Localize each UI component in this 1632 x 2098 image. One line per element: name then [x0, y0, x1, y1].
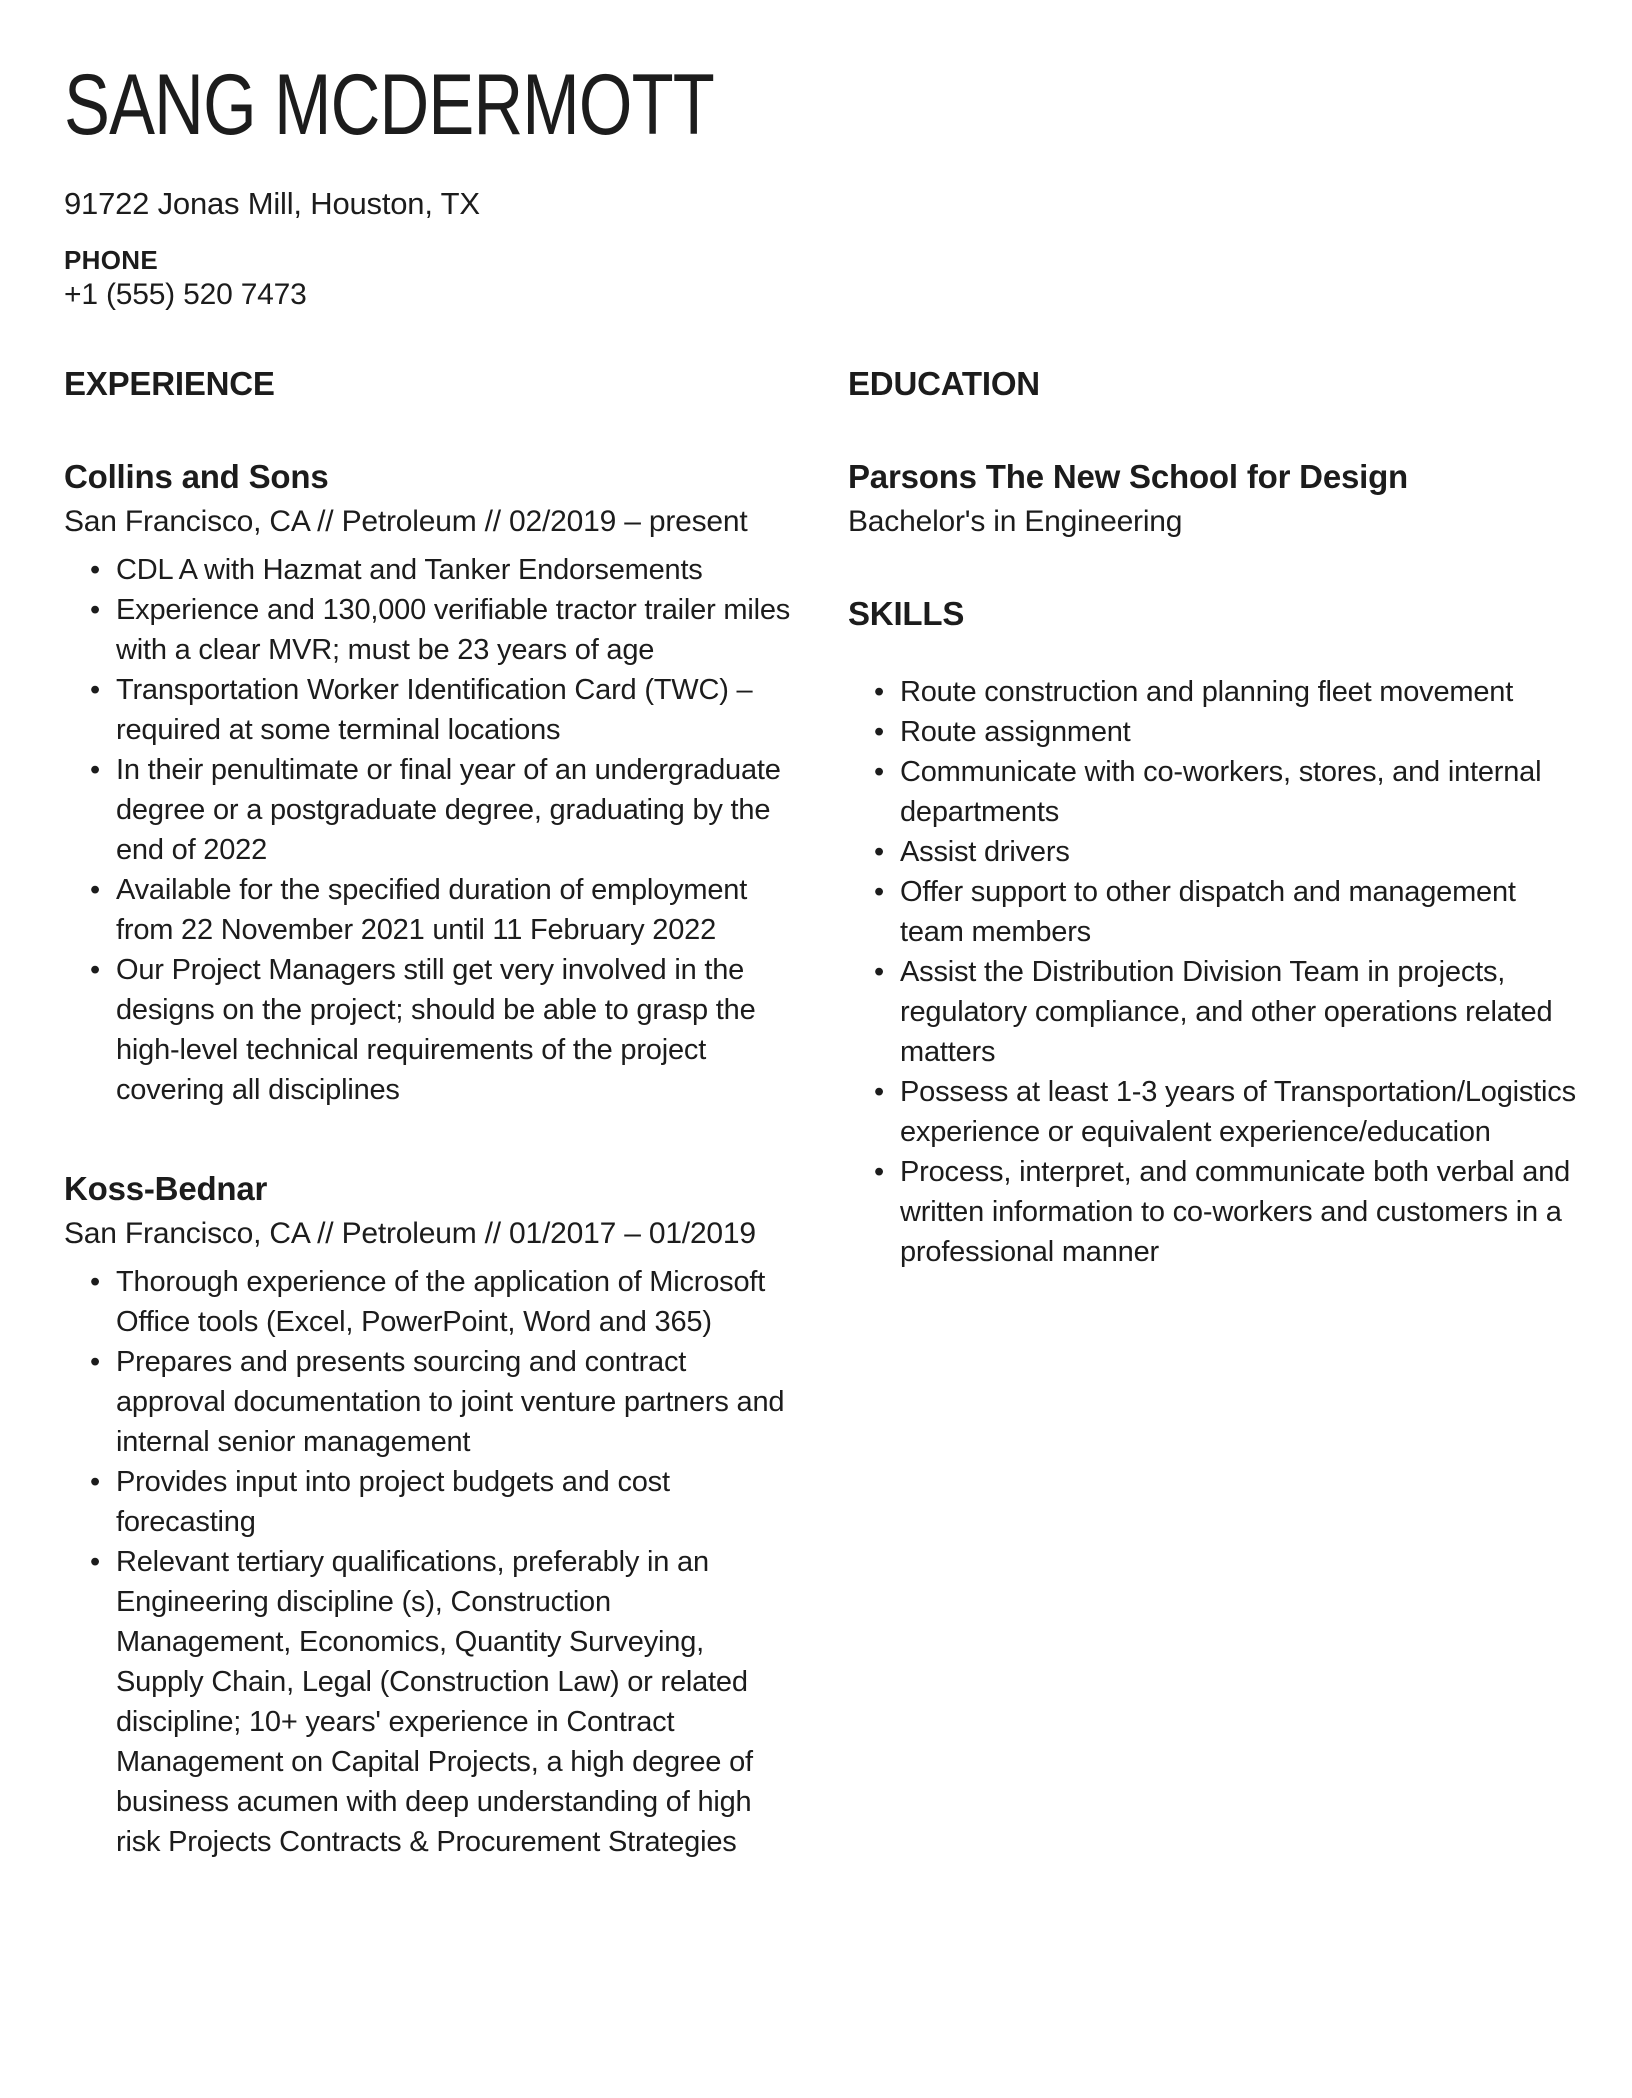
bullet-item: • CDL A with Hazmat and Tanker Endorsements: [64, 550, 792, 590]
job-meta: San Francisco, CA // Petroleum // 01/2017 – 01/2019: [64, 1217, 756, 1251]
bullet-item: • Transportation Worker Identification Card (TWC) – required at some terminal locations: [64, 670, 792, 750]
job-bullet-list: [64, 550, 792, 1110]
bullet-item: • Experience and 130,000 verifiable tractor trailer miles with a clear MVR; must be 23 years of age: [64, 590, 792, 670]
skills-section-title: SKILLS: [848, 595, 965, 633]
job-bullet-list: [64, 1262, 792, 1862]
bullet-item: • Provides input into project budgets and cost forecasting: [64, 1462, 792, 1542]
two-column-body: [64, 364, 1576, 1862]
skill-item: • Assist drivers: [848, 832, 1576, 872]
skill-item: • Assist the Distribution Division Team in projects, regulatory compliance, and other operations related matters: [848, 952, 1576, 1072]
school-name: Parsons The New School for Design: [848, 458, 1409, 496]
skill-item: • Route construction and planning fleet movement: [848, 672, 1576, 712]
skill-item: • Route assignment: [848, 712, 1576, 752]
bullet-item: • Available for the specified duration of employment from 22 November 2021 until 11 February 2022: [64, 870, 792, 950]
candidate-address: 91722 Jonas Mill, Houston, TX: [64, 186, 480, 222]
bullet-item: • Relevant tertiary qualifications, preferably in an Engineering discipline (s), Construction Management, Economics, Quantity Surveying, Supply Chain, Legal (Construction Law) or related discipline; 10+ years' experience in Contract Management on Capital Projects, a high degree of business acumen with deep understanding of high risk Projects Contracts & Procurement Strategies: [64, 1542, 792, 1862]
company-name: Collins and Sons: [64, 458, 329, 496]
company-name: Koss-Bednar: [64, 1170, 268, 1208]
bullet-item: • Thorough experience of the application of Microsoft Office tools (Excel, PowerPoint, Word and 365): [64, 1262, 792, 1342]
job-entry: [64, 1168, 792, 1862]
education-entry: [848, 456, 1576, 542]
skill-item: • Process, interpret, and communicate both verbal and written information to co-workers and customers in a professional manner: [848, 1152, 1576, 1272]
degree-name: Bachelor's in Engineering: [848, 505, 1183, 539]
bullet-item: • In their penultimate or final year of an undergraduate degree or a postgraduate degree, graduating by the end of 2022: [64, 750, 792, 870]
skills-list: [848, 672, 1576, 1272]
resume-header: [64, 0, 1576, 314]
skill-item: • Communicate with co-workers, stores, and internal departments: [848, 752, 1576, 832]
experience-section: [64, 364, 792, 1862]
skill-item: • Possess at least 1-3 years of Transportation/Logistics experience or equivalent experience/education: [848, 1072, 1576, 1152]
phone-label: PHONE: [64, 245, 158, 276]
phone-number: +1 (555) 520 7473: [64, 278, 307, 312]
education-section: [848, 364, 1576, 542]
skills-section: [848, 594, 1576, 1272]
bullet-item: • Our Project Managers still get very involved in the designs on the project; should be able to grasp the high-level technical requirements of the project covering all disciplines: [64, 950, 792, 1110]
job-meta: San Francisco, CA // Petroleum // 02/2019 – present: [64, 505, 748, 539]
education-section-title: EDUCATION: [848, 365, 1040, 403]
job-entry: [64, 456, 792, 1110]
right-column: [848, 364, 1576, 1862]
candidate-name: SANG MCDERMOTT: [64, 57, 715, 153]
skill-item: • Offer support to other dispatch and management team members: [848, 872, 1576, 952]
experience-section-title: EXPERIENCE: [64, 365, 275, 403]
bullet-item: • Prepares and presents sourcing and contract approval documentation to joint venture partners and internal senior management: [64, 1342, 792, 1462]
